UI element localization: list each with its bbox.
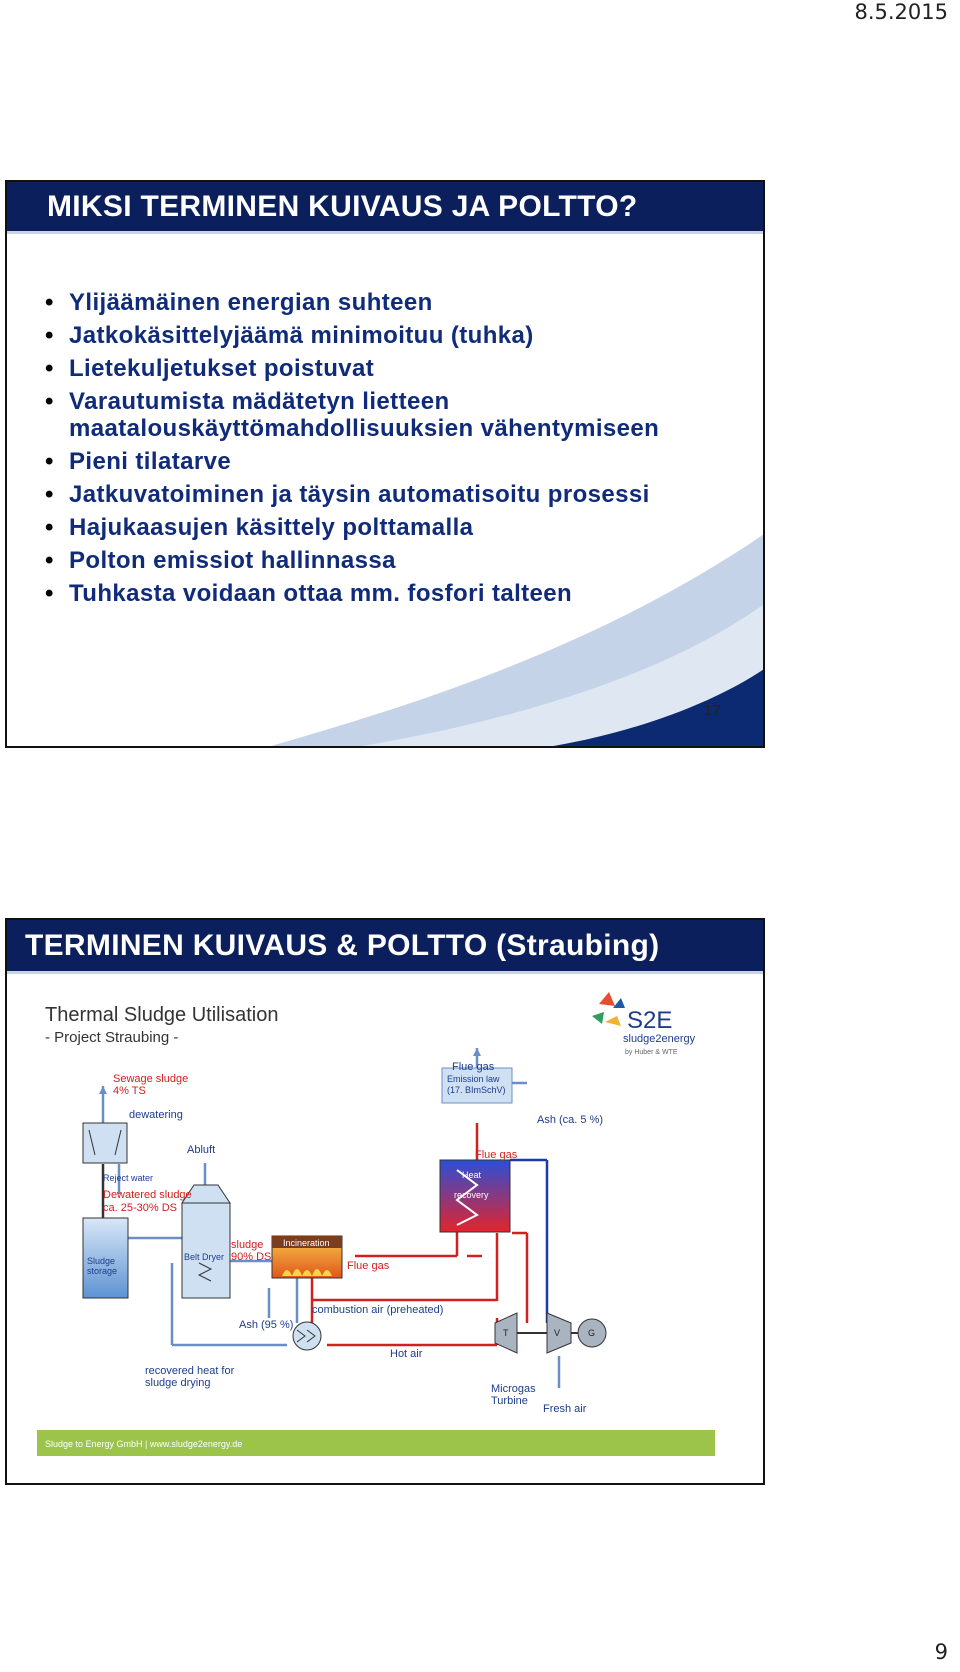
slide-1-header <box>7 182 763 234</box>
label-combustion-air: combustion air (preheated) <box>312 1304 444 1316</box>
label-flue-gas-mid: Flue gas <box>475 1149 518 1161</box>
label-microgas-1: Microgas <box>491 1383 536 1395</box>
bullet-item: • Varautumista mädätetyn lietteen maatalouskäyttömahdollisuuksien vähentymiseen <box>45 388 660 442</box>
diagram-footer-text: Sludge to Energy GmbH | www.sludge2energy.de <box>45 1439 243 1449</box>
label-sludge-storage-1: Sludge <box>87 1256 116 1266</box>
slide-number: 17 <box>704 702 721 719</box>
label-fresh-air: Fresh air <box>543 1403 587 1415</box>
label-recovered-heat-1: recovered heat for <box>145 1365 235 1377</box>
label-belt-dryer: Belt Dryer <box>184 1252 225 1262</box>
label-heat: Heat <box>462 1170 482 1180</box>
label-sludge-storage-2: storage <box>87 1266 118 1276</box>
bullet-item: • Pieni tilatarve <box>45 448 232 475</box>
bullet-dot-icon: • <box>45 547 54 574</box>
bullet-dot-icon: • <box>45 289 54 316</box>
label-turbine-v: V <box>554 1328 561 1338</box>
label-incineration: Incineration <box>283 1238 330 1248</box>
label-flue-gas-top: Flue gas <box>452 1061 495 1073</box>
bullet-dot-icon: • <box>45 322 54 349</box>
label-recovered-heat-2: sludge drying <box>145 1377 211 1389</box>
label-ds90: 90% DS <box>231 1251 272 1263</box>
label-microgas-2: Turbine <box>491 1395 528 1407</box>
label-turbine-g: G <box>588 1328 596 1338</box>
logo-subtext: sludge2energy <box>623 1033 696 1045</box>
label-emission-law-2: (17. BImSchV) <box>447 1085 506 1095</box>
bullet-dot-icon: • <box>45 580 54 607</box>
bullet-item: • Jatkokäsittelyjäämä minimoituu (tuhka) <box>45 322 534 349</box>
label-reject-water: Reject water <box>103 1173 154 1183</box>
heat-exchanger-icon <box>293 1322 321 1350</box>
bullet-dot-icon: • <box>45 481 54 508</box>
bullet-item: • Hajukaasujen käsittely polttamalla <box>45 514 474 541</box>
diagram-subtitle: - Project Straubing - <box>45 1029 179 1046</box>
process-diagram <box>7 978 763 1483</box>
slide-1-title: MIKSI TERMINEN KUIVAUS JA POLTTO? <box>47 190 638 223</box>
label-recovery: recovery <box>454 1190 489 1200</box>
bullet-list <box>37 289 737 613</box>
label-hot-air: Hot air <box>390 1348 423 1360</box>
s2e-logo <box>592 992 696 1056</box>
bullet-item: • Lietekuljetukset poistuvat <box>45 355 375 382</box>
diagram-title: Thermal Sludge Utilisation <box>45 1004 279 1026</box>
dewatering-unit <box>83 1123 127 1163</box>
label-dewatered-sludge: Dewatered sludge <box>103 1189 192 1201</box>
page-number: 9 <box>934 1640 948 1664</box>
belt-dryer <box>182 1185 230 1298</box>
slide-2 <box>5 918 765 1485</box>
bullet-dot-icon: • <box>45 448 54 475</box>
bullet-item: • Tuhkasta voidaan ottaa mm. fosfori talteen <box>45 580 573 607</box>
page-date: 8.5.2015 <box>854 0 948 24</box>
label-emission-law-1: Emission law <box>447 1074 500 1084</box>
label-ts: 4% TS <box>113 1085 146 1097</box>
logo-by: by Huber & WTE <box>625 1049 678 1056</box>
label-sewage-sludge: Sewage sludge <box>113 1073 189 1085</box>
label-dewatering: dewatering <box>129 1109 183 1121</box>
label-turbine-t: T <box>503 1328 509 1338</box>
label-abluft: Abluft <box>187 1144 216 1156</box>
bullet-dot-icon: • <box>45 355 54 382</box>
bullet-item: • Polton emissiot hallinnassa <box>45 547 396 574</box>
label-sludge: sludge <box>231 1239 264 1251</box>
bullet-item: • Jatkuvatoiminen ja täysin automatisoitu prosessi <box>45 481 650 508</box>
bullet-dot-icon: • <box>45 388 54 415</box>
label-ash95: Ash (95 %) <box>239 1319 294 1331</box>
logo-text: S2E <box>627 1007 673 1034</box>
bullet-item: • Ylijäämäinen energian suhteen <box>45 289 433 316</box>
slide-1 <box>5 180 765 748</box>
label-ds: ca. 25-30% DS <box>103 1202 177 1214</box>
slide-2-title: TERMINEN KUIVAUS & POLTTO (Straubing) <box>25 929 660 962</box>
label-ash5: Ash (ca. 5 %) <box>537 1114 604 1126</box>
bullet-dot-icon: • <box>45 514 54 541</box>
slide-2-header <box>7 920 763 974</box>
label-flue-gas-low: Flue gas <box>347 1260 390 1272</box>
